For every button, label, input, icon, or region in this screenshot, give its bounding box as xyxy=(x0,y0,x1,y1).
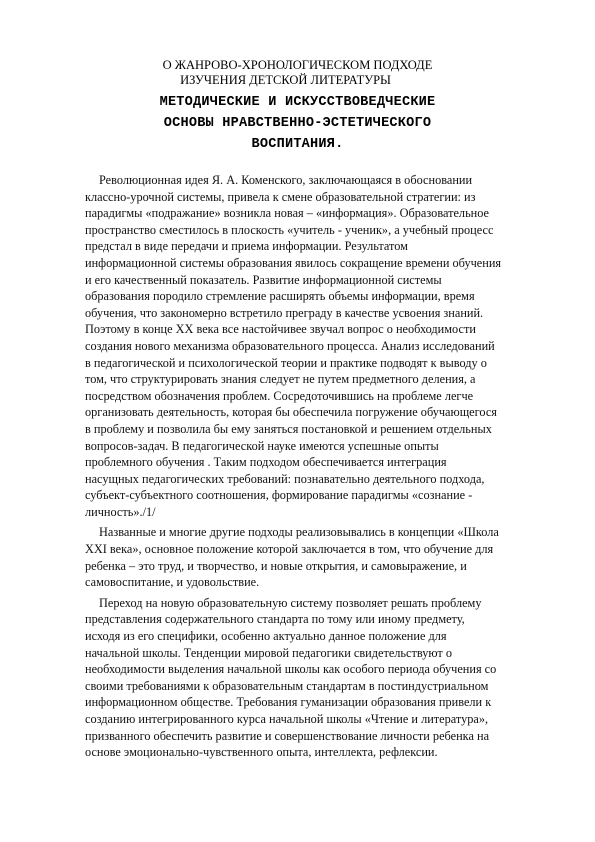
paragraph-line: создания нового механизма образовательного процесса. Анализ исследований xyxy=(85,338,495,353)
paragraph-line: начальной школы. Тенденции мировой педагогики свидетельствуют о xyxy=(85,645,453,660)
paragraph-line: своими требованиями к образовательным стандартам в постиндустриальном xyxy=(85,678,489,693)
body-text xyxy=(85,172,555,761)
paragraph-line: вопросов-задач. В педагогической науке имеются успешные опыты xyxy=(85,438,439,453)
paragraph-line: Поэтому в конце XX века все настойчивее звучал вопрос о необходимости xyxy=(85,322,476,337)
paragraph-line: в проблему и позволила бы ему заняться постановкой и решением отдельных xyxy=(85,421,492,436)
paragraph-line: информационном обществе. Требования гуманизации образования привели к xyxy=(85,695,492,710)
paragraph-line: личность»./1/ xyxy=(85,504,156,519)
paragraph-line: обучения, что закономерно встретило преграду в качестве усвоения знаний. xyxy=(85,305,484,320)
paragraph-line: организовать деятельность, которая бы обеспечила погружение обучающегося xyxy=(85,405,497,420)
paragraph-line: классно-урочной системы, привела к смене образовательной стратегии: из xyxy=(85,189,476,204)
title-line-2: ОСНОВЫ НРАВСТВЕННО-ЭСТЕТИЧЕСКОГО xyxy=(163,116,432,131)
paragraph-line: парадигмы «подражание» возникла новая – «информация». Образовательное xyxy=(85,206,490,221)
header-line-2: ИЗУЧЕНИЯ ДЕТСКОЙ ЛИТЕРАТУРЫ xyxy=(180,73,391,87)
paragraph-line: проблемного обучения . Таким подходом обеспечивается интеграция xyxy=(85,455,447,470)
paragraph-line: образования породило стремление расширять объемы информации, время xyxy=(85,289,475,304)
paragraph xyxy=(85,595,555,761)
paragraph-line: созданию интегрированного курса начальной школы «Чтение и литература», xyxy=(85,712,489,726)
title-line-1: МЕТОДИЧЕСКИЕ И ИСКУССТВОВЕДЧЕСКИЕ xyxy=(159,95,436,110)
paragraph-line: исходя из его специфики, особенно актуально данное положение для xyxy=(85,629,447,644)
paragraph xyxy=(85,524,555,590)
header-line-1: О ЖАНРОВО-ХРОНОЛОГИЧЕСКОМ ПОДХОДЕ xyxy=(162,58,433,72)
paragraph-line: XXI века», основное положение которой заключается в том, что обучение для xyxy=(85,542,494,557)
title-line-3: ВОСПИТАНИЯ. xyxy=(251,137,344,152)
paragraph-line: представления содержательного стандарта по тому или иному предмету, xyxy=(85,612,465,627)
paragraph-line: информационной системы образования явилось сокращение времени обучения xyxy=(85,255,502,270)
paragraph-line: субъект-субъектного соотношения, формирование парадигмы «сознание - xyxy=(85,488,473,503)
paragraph xyxy=(85,172,555,520)
paragraph-line: Названные и многие другие подходы реализовывались в концепции «Школа xyxy=(99,525,499,540)
paragraph-line: ребенка – это труд, и творчество, и новые открытия, и самовыражение, и xyxy=(85,558,467,573)
paragraph-line: Переход на новую образовательную систему позволяет решать проблему xyxy=(99,595,482,610)
paragraph-line: основе эмоционально-чувственного опыта, интеллекта, рефлексии. xyxy=(85,745,438,760)
paragraph-line: необходимости выделения начальной школы как особого периода обучения со xyxy=(85,662,497,677)
paragraph-line: том, что структурировать знания следует не путем предметного деления, а xyxy=(85,372,476,387)
paragraph-line: насущных педагогических требований: познавательно деятельного подхода, xyxy=(85,471,485,486)
paragraph-line: в педагогической и психологической теории и практике подводят к выводу о xyxy=(85,355,487,370)
paragraph-line: посредством обозначения проблем. Сосредоточившись на проблеме легче xyxy=(85,388,474,403)
paragraph-line: Революционная идея Я. А. Коменского, заключающаяся в обосновании xyxy=(99,173,473,187)
paragraph-line: призванного обеспечить развитие и совершенствование личности ребенка на xyxy=(85,728,490,743)
paragraph-line: пространство сместилось в плоскость «учитель - ученик», а учебный процесс xyxy=(85,222,494,237)
paragraph-line: предстал в виде передачи и приема информации. Результатом xyxy=(85,239,408,254)
paragraph-line: и его качественный показатель. Развитие информационной системы xyxy=(85,272,442,287)
paragraph-line: самовоспитание, и удовольствие. xyxy=(85,575,260,590)
